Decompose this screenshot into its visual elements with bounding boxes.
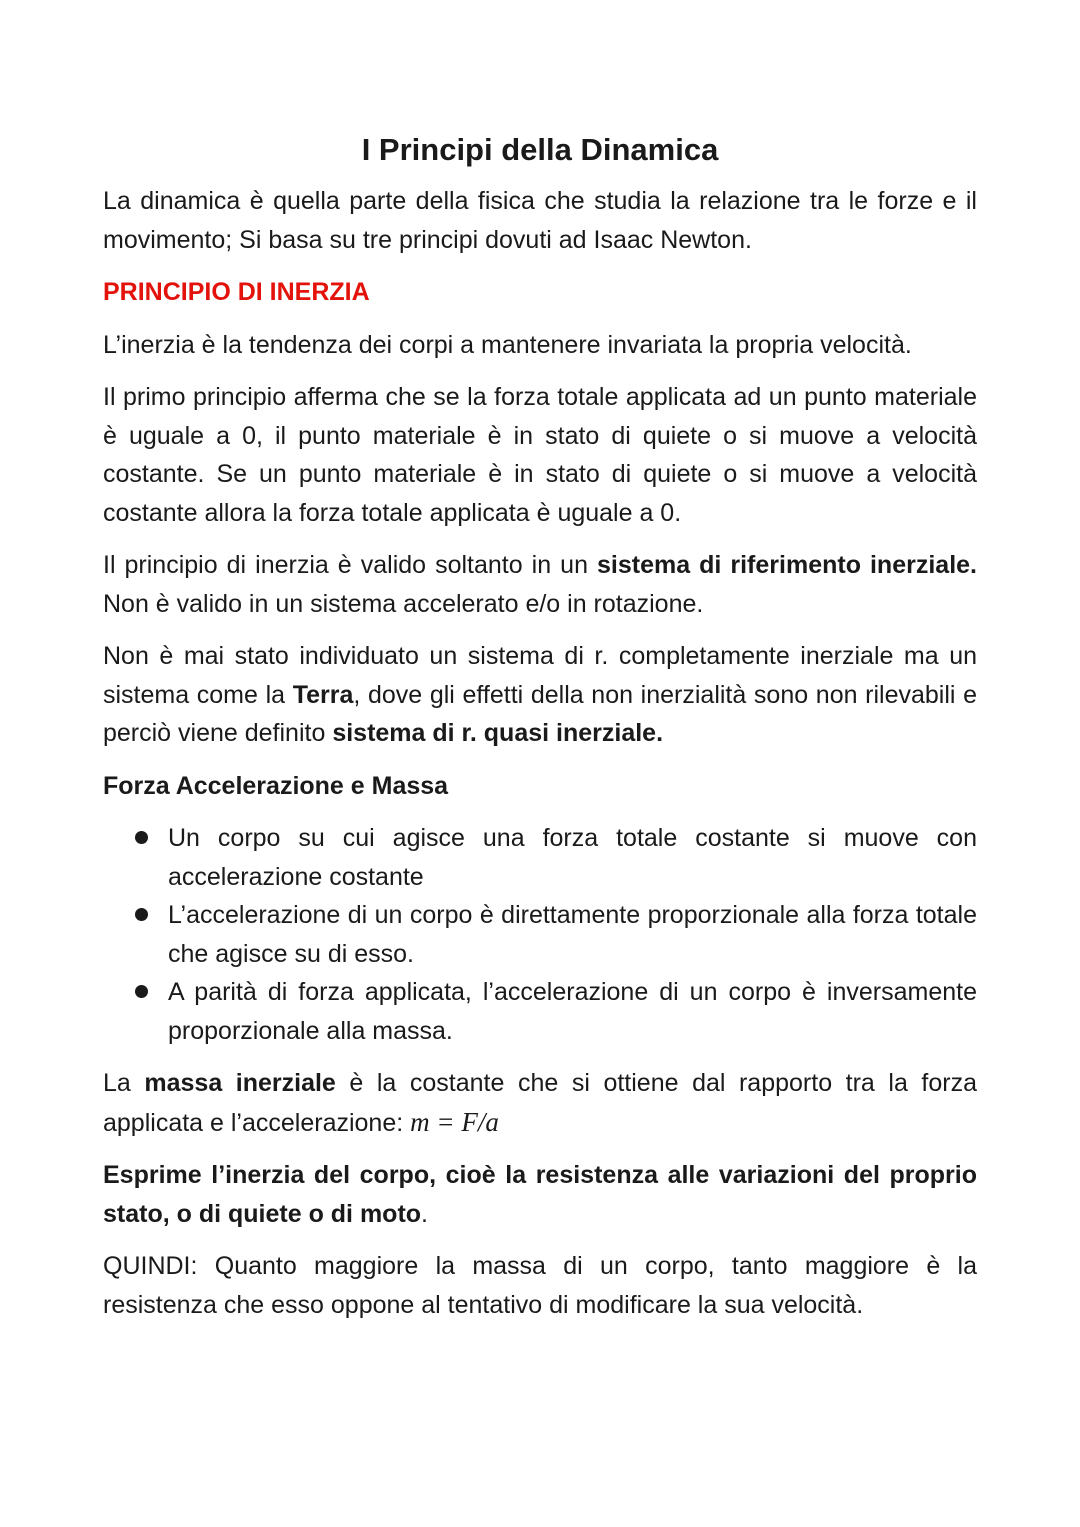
bullet-item (168, 973, 977, 1050)
earth-text-1: Non è mai stato individuato un sistema di r. completamente inerziale ma un sistema come la (103, 642, 977, 709)
document-page (103, 130, 977, 1338)
first-principle-paragraph: Il primo principio afferma che se la forza totale applicata ad un punto materiale è uguale a 0, il punto materiale è in stato di quiete o si muove a velocità costante. Se un punto materiale è in stato di quiete o si muove a velocità costante allora la forza totale applicata è uguale a 0. (103, 383, 977, 527)
validity-paragraph (103, 546, 977, 623)
mass-text-2: è la costante che si ottiene dal rapporto tra la forza applicata e l’accelerazione: (103, 1069, 977, 1137)
bullet-item (168, 896, 977, 973)
expresses-period: . (421, 1199, 428, 1228)
inertia-definition-paragraph: L’inerzia è la tendenza dei corpi a mantenere invariata la propria velocità. (103, 330, 912, 359)
earth-bold-terra: Terra (292, 680, 354, 709)
page-title: I Principi della Dinamica (361, 132, 719, 167)
mass-text-1: La (103, 1069, 145, 1097)
earth-text-2: , dove gli effetti della non inerzialità sono non rilevabili e perciò viene definito (103, 680, 978, 747)
bullet-list (103, 819, 977, 1050)
bullet-text: L’accelerazione di un corpo è direttamente proporzionale alla forza totale che agisce su di esso. (168, 901, 977, 968)
bullet-dot-icon (135, 985, 148, 998)
bullet-text: A parità di forza applicata, l’accelerazione di un corpo è inversamente proporzionale alla massa. (168, 978, 977, 1045)
validity-bold-term: sistema di riferimento inerziale. (597, 551, 977, 579)
intro-paragraph: La dinamica è quella parte della fisica che studia la relazione tra le forze e il movimento; Si basa su tre principi dovuti ad Isaac Newton. (103, 187, 977, 254)
bullet-text: Un corpo su cui agisce una forza totale costante si muove con accelerazione costante (168, 824, 977, 891)
bullet-item (168, 819, 977, 896)
bullet-dot-icon (135, 908, 148, 921)
mass-formula: m = F/a (410, 1106, 499, 1137)
mass-paragraph (103, 1064, 977, 1142)
section-heading-inertia: PRINCIPIO DI INERZIA (103, 278, 370, 306)
subheading-force-acceleration-mass: Forza Accelerazione e Massa (103, 771, 449, 800)
expresses-paragraph (103, 1156, 977, 1233)
conclusion-paragraph: QUINDI: Quanto maggiore la massa di un corpo, tanto maggiore è la resistenza che esso oppone al tentativo di modificare la sua velocità. (103, 1252, 977, 1319)
earth-bold-quasi-inertial: sistema di r. quasi inerziale. (332, 719, 664, 747)
validity-text-2: Non è valido in un sistema accelerato e/o in rotazione. (103, 589, 704, 618)
validity-text-1: Il principio di inerzia è valido soltanto in un (103, 551, 597, 579)
bullet-dot-icon (135, 831, 148, 844)
expresses-bold-text: Esprime l’inerzia del corpo, cioè la resistenza alle variazioni del proprio stato, o di quiete o di moto (103, 1161, 977, 1228)
earth-paragraph (103, 637, 977, 753)
mass-bold-term: massa inerziale (144, 1069, 336, 1097)
